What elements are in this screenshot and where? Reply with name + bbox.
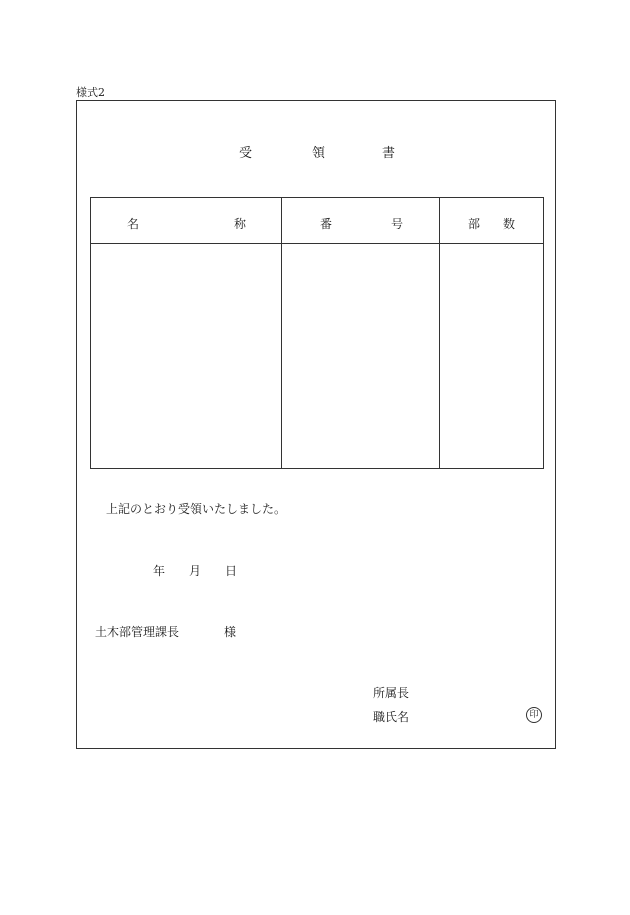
- date-year-label: 年: [153, 564, 166, 578]
- addressee-office: 土木部管理課長: [95, 625, 180, 639]
- date-day-label: 日: [225, 564, 238, 578]
- addressee-honorific: 様: [224, 625, 237, 639]
- column-divider-2: [439, 198, 440, 468]
- date-month-label: 月: [189, 564, 202, 578]
- header-number-char-1: 番: [320, 217, 333, 231]
- header-divider: [91, 243, 543, 244]
- title-char-3: 書: [382, 146, 396, 161]
- header-name-char-2: 称: [234, 217, 247, 231]
- title-char-1: 受: [239, 146, 253, 161]
- receipt-table: [90, 197, 544, 469]
- sender-position-name-label: 職氏名: [373, 710, 410, 724]
- form-number-label: 様式2: [76, 86, 105, 99]
- header-copies-char-1: 部: [468, 217, 481, 231]
- column-divider-1: [281, 198, 282, 468]
- header-name-char-1: 名: [127, 217, 140, 231]
- header-number-char-2: 号: [391, 217, 404, 231]
- header-copies-char-2: 数: [503, 217, 516, 231]
- seal-icon: 印: [526, 707, 542, 723]
- receipt-statement: 上記のとおり受領いたしました。: [106, 502, 287, 516]
- title-char-2: 領: [312, 146, 326, 161]
- sender-affiliation-label: 所属長: [373, 686, 410, 700]
